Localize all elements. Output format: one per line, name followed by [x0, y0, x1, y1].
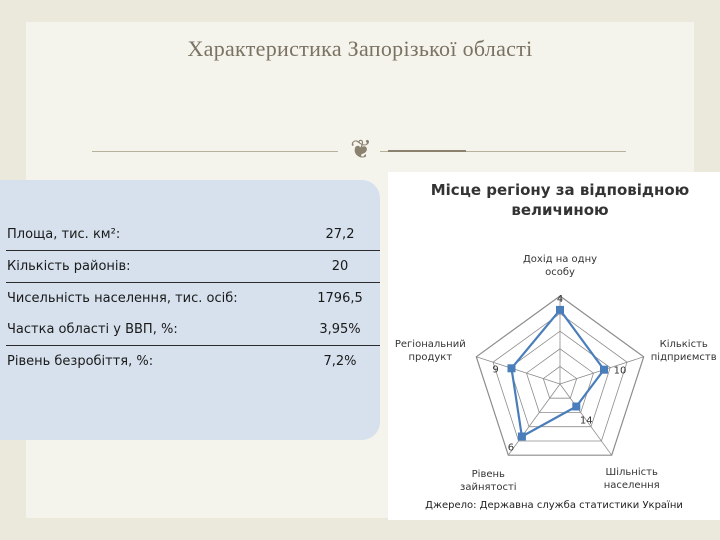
row-value: 3,95%: [300, 314, 380, 346]
data-point: [572, 403, 580, 411]
axis-label: Дохід на одну: [522, 254, 598, 265]
axis-label: Шільність: [605, 467, 658, 479]
row-label: Частка області у ВВП, %:: [6, 314, 300, 346]
ornament-icon: ❦: [350, 135, 372, 165]
row-value: 7,2%: [323, 354, 357, 369]
data-label: 6: [507, 442, 515, 454]
row-value: 27,2: [300, 219, 380, 251]
table-row: [6, 346, 380, 378]
data-label: 10: [613, 365, 627, 377]
axis-label: зайнятості: [460, 482, 517, 494]
divider-left: [92, 151, 338, 152]
data-label: 4: [556, 293, 564, 305]
axis-label: продукт: [408, 351, 453, 363]
table-row: [6, 283, 380, 315]
chart-title-line: величиною: [511, 201, 609, 219]
row-label: Площа, тис. км²:: [6, 219, 300, 251]
data-label: 14: [579, 415, 593, 427]
radar-chart: [388, 172, 720, 500]
row-label: Чисельність населення, тис. осіб:: [7, 291, 238, 306]
table-row: [6, 314, 380, 346]
data-point: [556, 306, 564, 314]
row-value: 20: [300, 251, 380, 283]
table-row: [6, 219, 380, 251]
axis-label: Кількість: [659, 338, 708, 350]
data-label: 9: [492, 364, 499, 376]
stats-table: [6, 219, 380, 377]
axis-label: Рівень: [471, 469, 505, 481]
row-value: 1796,5: [317, 291, 363, 306]
row-label: Кількість районів:: [6, 251, 300, 283]
slide-title: Характеристика Запорізької області: [187, 36, 533, 61]
axis-label: особу: [545, 267, 575, 278]
divider-accent: [388, 150, 466, 152]
data-point: [518, 433, 526, 441]
data-point: [600, 366, 608, 374]
data-point: [508, 364, 516, 372]
axis-label: населення: [603, 480, 660, 492]
table-row: [6, 251, 380, 283]
axis-label: Регіональний: [394, 338, 466, 350]
row-label: Рівень безробіття, %:: [7, 354, 154, 369]
chart-title-line: Місце регіону за відповідною: [430, 181, 690, 199]
axis-label: підприємств: [650, 351, 717, 363]
chart-source: Джерело: Державна служба статистики України: [425, 500, 683, 511]
stats-panel: [0, 180, 380, 440]
